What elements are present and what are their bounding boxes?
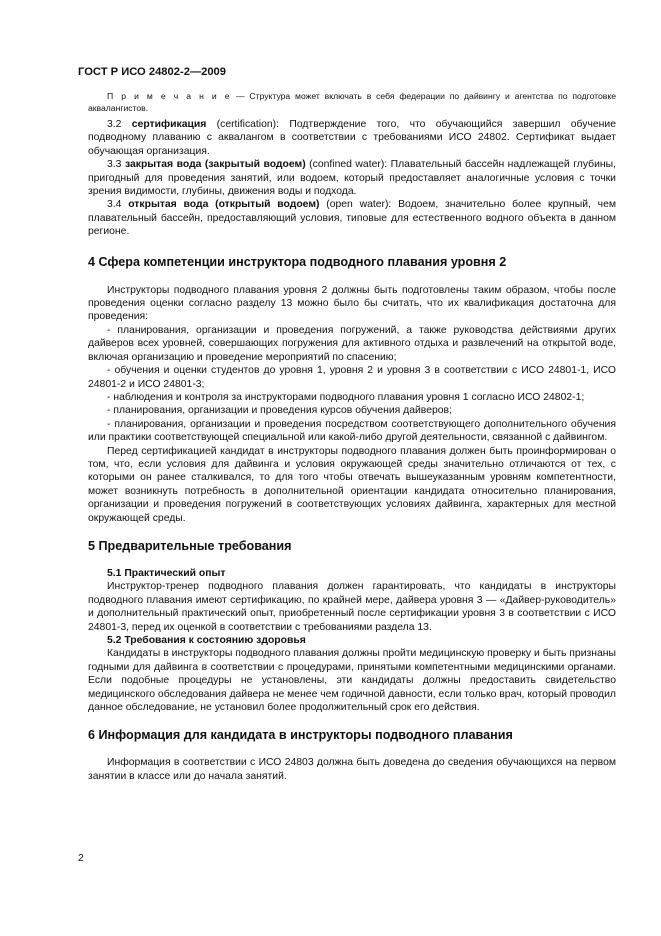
note-label: П р и м е ч а н и е bbox=[107, 91, 232, 101]
definition-number: 3.2 bbox=[107, 119, 132, 130]
document-header: ГОСТ Р ИСО 24802-2—2009 bbox=[78, 66, 226, 78]
section-4-title: 4 Сфера компетенции инструктора подводного плавания уровня 2 bbox=[88, 254, 507, 269]
definition-text: (confined water): Плавательный бассейн надлежащей глубины, пригодный для проведения занятий, или водоем, который предоставляет аналогичные условия с точки зрения видимости, глубины, движения воды и подхода. bbox=[88, 159, 617, 198]
list-item: - планирования, организации и проведения посредством соответствующего дополнительного обучения или практики соответствующей специальной или какой-либо другой деятельности, связанной с дайвингом. bbox=[88, 418, 616, 444]
section-5-title: 5 Предварительные требования bbox=[88, 538, 292, 553]
section-4-closing: Перед сертификацией кандидат в инструкторы подводного плавания должен быть проинформирован о том, что, если условия для дайвинга и условия окружающей среды значительно отличаются от тех, с которыми он ранее сталкивался, то для того чтобы отвечать вышеуказанным уровням компетентности, может возникнуть потребность в дополнительной ориентации кандидата относительно планирования, организации и проведения погружений в соответствующих условиях дайвинга, характерных для местной окружающей среды. bbox=[88, 445, 616, 524]
list-item: - наблюдения и контроля за инструкторами подводного плавания уровня 1 согласно ИСО 24802-1; bbox=[107, 391, 585, 403]
definition-3-3 bbox=[88, 158, 616, 198]
section-6-title: 6 Информация для кандидата в инструкторы подводного плавания bbox=[88, 728, 513, 743]
note-paragraph bbox=[88, 90, 616, 114]
definition-text: (certification): Подтверждение того, что обучающийся завершил обучение подводному плаванию с аквалангом в соответствии с требованиями ИСО 24802. Сертификат выдает обучающая организация. bbox=[88, 119, 616, 157]
page-number: 2 bbox=[78, 853, 84, 864]
section-4-intro: Инструкторы подводного плавания уровня 2 должны быть подготовлены таким образом, чтобы после проведения оценки согласно разделу 13 можно было бы считать, что их квалификация достаточна для проведения: bbox=[88, 284, 616, 323]
section-6-text: Информация в соответствии с ИСО 24803 должна быть доведена до сведения обучающихся на первом занятии в классе или до начала занятий. bbox=[88, 757, 616, 782]
subsection-5-1-text: Инструктор-тренер подводного плавания должен гарантировать, что кандидаты в инструкторы подводного плавания имеют сертификацию, по крайней мере, дайвера уровня 3 — «Дайвер-руководитель» и дополнительный практический опыт, приобретенный после сертификации уровня 3 в соответствии с ИСО 24801-3, перед их оценкой в соответствии с требованиями раздела 13. bbox=[88, 581, 616, 633]
definition-3-2 bbox=[88, 118, 616, 158]
subsection-5-2-title: 5.2 Требования к состоянию здоровья bbox=[107, 635, 306, 646]
definition-number: 3.4 bbox=[107, 199, 129, 211]
definition-3-4 bbox=[88, 198, 616, 238]
definition-term: открытая вода (открытый водоем) bbox=[128, 199, 320, 211]
definition-term: сертификация bbox=[131, 119, 207, 130]
note-text: — Структура может включать в себя федерации по дайвингу и агентства по подготовке аквалангистов. bbox=[88, 91, 616, 113]
subsection-5-1-title: 5.1 Практический опыт bbox=[107, 567, 226, 579]
definition-text: (open water): Водоем, значительно более крупный, чем плавательный бассейн, предоставляющий условия, типовые для естественного водного объекта в данном регионе. bbox=[88, 199, 616, 238]
list-item: - обучения и оценки студентов до уровня 1, уровня 2 и уровня 3 в соответствии с ИСО 24801-1, ИСО 24801-2 и ИСО 24801-3; bbox=[88, 365, 616, 390]
definition-number: 3.3 bbox=[107, 159, 125, 171]
list-item: - планирования, организации и проведения погружений, а также руководства действиями других дайверов всех уровней, совершающих погружения для активного отдыха и развлечений на открытой воде, включая организацию и проведение мероприятий по спасению; bbox=[88, 324, 616, 363]
subsection-5-2-text: Кандидаты в инструкторы подводного плавания должны пройти медицинскую проверку и быть признаны годными для дайвинга в соответствии с процедурами, принятыми компетентными медицинскими органами. Если подобные процедуры не установлены, эти кандидаты должны предоставить свидетельство медицинского обследования дайвера не менее чем годичной давности, если только врач, который проводил данное обследование, не установил более продолжительный срок его действия. bbox=[88, 648, 616, 714]
page-content bbox=[88, 90, 616, 783]
list-item: - планирования, организации и проведения курсов обучения дайверов; bbox=[107, 405, 452, 417]
definition-term: закрытая вода (закрытый водоем) bbox=[124, 159, 306, 171]
